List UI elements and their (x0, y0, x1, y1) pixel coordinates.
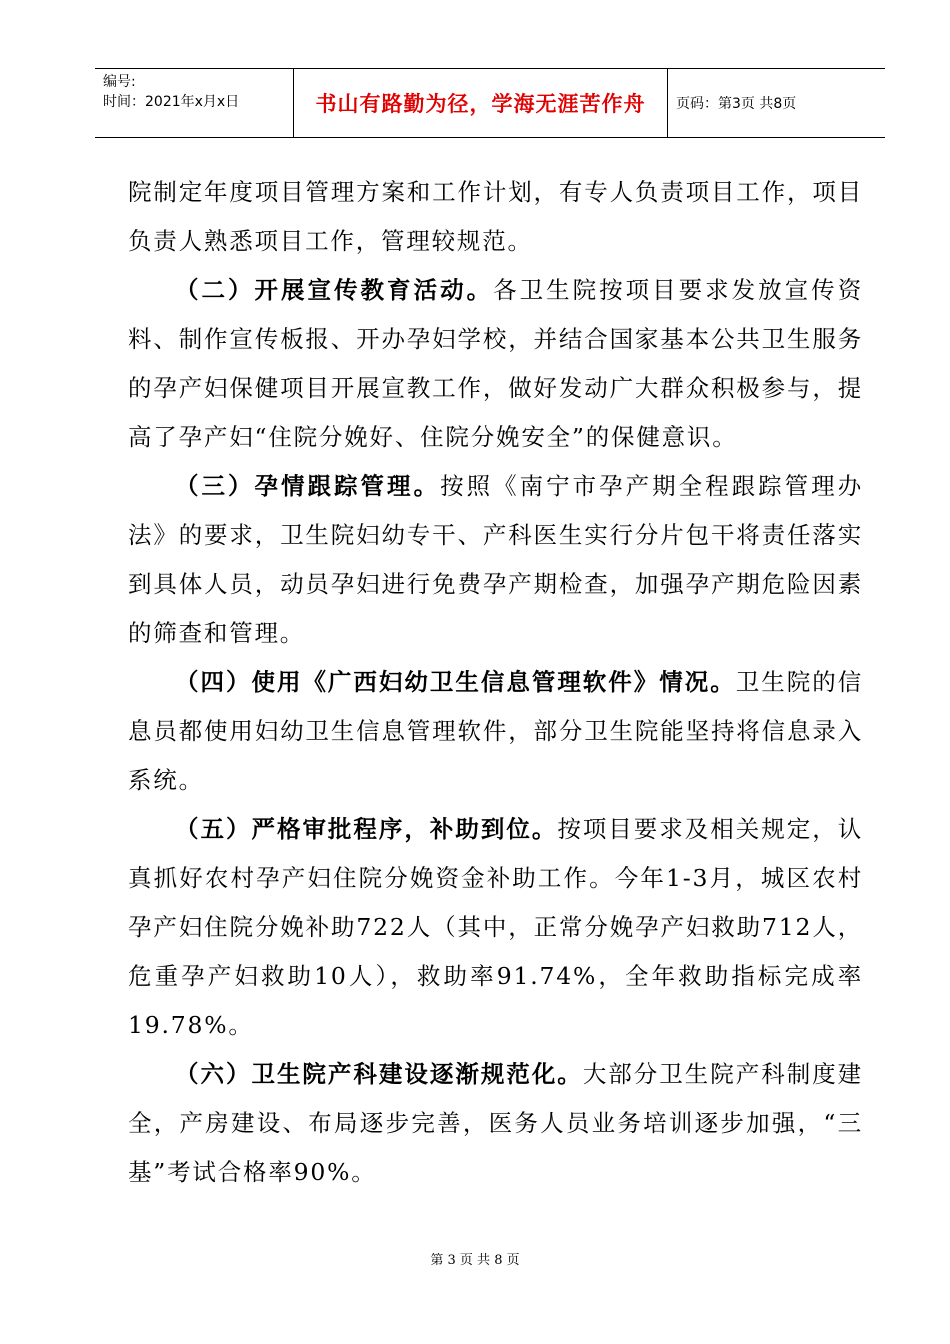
section-heading: （六）卫生院产科建设逐渐规范化。 (175, 1060, 583, 1088)
header-meta (95, 69, 294, 137)
paragraph-text: 大部分卫生院产科制度建全，产房建设、布局逐步完善，医务人员业务培训逐步加强，“三基”考试合格率90%。 (128, 1060, 863, 1186)
paragraph-text: 各卫生院按项目要求发放宣传资料、制作宣传板报、开办孕妇学校，并结合国家基本公共卫生服务的孕产妇保健项目开展宣教工作，做好发动广大群众积极参与，提高了孕产妇“住院分娩好、住院分娩安全”的保健意识。 (128, 276, 863, 451)
paragraph-continuation (128, 168, 863, 266)
page-footer: 第 3 页 共 8 页 (430, 1253, 520, 1268)
document-date: 时间：2021年x月x日 (103, 94, 240, 110)
paragraph-publicity (128, 266, 863, 462)
header-motto: 书山有路勤为径，学海无涯苦作舟 (294, 69, 668, 137)
paragraph-tracking (128, 462, 863, 658)
paragraph-text: 按照《南宁市孕产期全程跟踪管理办法》的要求，卫生院妇幼专干、产科医生实行分片包干将责任落实到具体人员，动员孕妇进行免费孕产期检查，加强孕产期危险因素的筛查和管理。 (128, 472, 863, 647)
paragraph-text: 按项目要求及相关规定，认真抓好农村孕产妇住院分娩资金补助工作。今年1-3月，城区农村孕产妇住院分娩补助722人（其中，正常分娩孕产妇救助712人，危重孕产妇救助10人），救助率91.74%，全年救助指标完成率19.78%。 (128, 815, 863, 1039)
header-page-number: 页码：第3页 共8页 (676, 96, 797, 112)
paragraph-text: 院制定年度项目管理方案和工作计划，有专人负责项目工作，项目负责人熟悉项目工作，管理较规范。 (128, 178, 863, 255)
paragraph-obstetrics (128, 1050, 863, 1197)
section-heading: （三）孕情跟踪管理。 (175, 472, 441, 500)
document-body (128, 168, 863, 1197)
section-heading: （二）开展宣传教育活动。 (175, 276, 494, 304)
paragraph-subsidy (128, 805, 863, 1050)
paragraph-software (128, 658, 863, 805)
section-heading: （五）严格审批程序，补助到位。 (175, 815, 558, 843)
document-number-label: 编号: (103, 74, 136, 90)
paragraph-text: 卫生院的信息员都使用妇幼卫生信息管理软件，部分卫生院能坚持将信息录入系统。 (128, 668, 864, 794)
section-heading: （四）使用《广西妇幼卫生信息管理软件》情况。 (175, 668, 736, 696)
page-header (95, 68, 885, 138)
